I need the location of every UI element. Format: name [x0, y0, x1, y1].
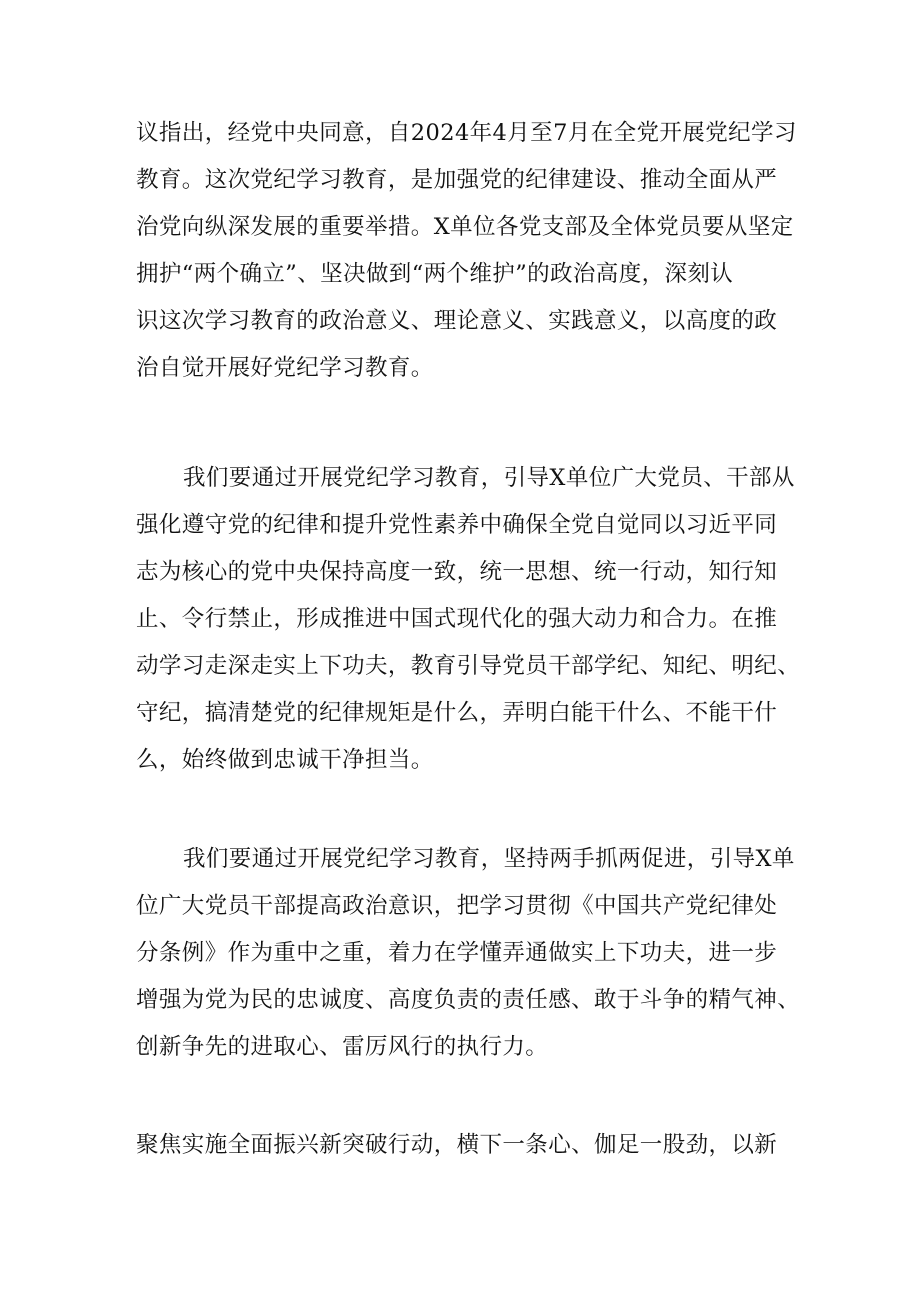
paragraph-line: 我们要通过开展党纪学习教育，坚持两手抓两促进，引导X单: [183, 846, 795, 872]
paragraph-2: [136, 455, 800, 784]
paragraph-line: 创新争先的进取心、雷厉风行的执行力。: [136, 1034, 549, 1060]
paragraph-line: 增强为党为民的忠诚度、高度负责的责任感、敢于斗争的精气神、: [136, 987, 801, 1013]
paragraph-line: 议指出，经党中央同意，自2024年4月至7月在全党开展党纪学习: [136, 120, 797, 146]
paragraph-line: 么，始终做到忠诚干净担当。: [136, 747, 434, 773]
paragraph-line: 强化遵守党的纪律和提升党性素养中确保全党自觉同以习近平同: [136, 512, 778, 538]
paragraph-line: 聚焦实施全面振兴新突破行动，横下一条心、伽足一股劲，以新: [136, 1132, 778, 1158]
paragraph-line: 分条例》作为重中之重，着力在学懂弄通做实上下功夫，进一步: [136, 940, 778, 966]
paragraph-line: 教育。这次党纪学习教育，是加强党的纪律建设、推动全面从严: [136, 167, 778, 193]
paragraph-line: 我们要通过开展党纪学习教育，引导X单位广大党员、干部从: [183, 465, 795, 491]
paragraph-line: 守纪，搞清楚党的纪律规矩是什么，弄明白能干什么、不能干什: [136, 700, 778, 726]
paragraph-4: [136, 1122, 777, 1169]
paragraph-line: 志为核心的党中央保持高度一致，统一思想、统一行动，知行知: [136, 559, 778, 585]
paragraph-line: 止、令行禁止，形成推进中国式现代化的强大动力和合力。在推: [136, 606, 778, 632]
paragraph-line: 拥护“两个确立”、坚决做到“两个维护”的政治高度，深刻认: [136, 261, 734, 287]
paragraph-3: [136, 836, 800, 1071]
paragraph-line: 动学习走深走实上下功夫，教育引导党员干部学纪、知纪、明纪、: [136, 653, 801, 679]
paragraph-1: [136, 110, 797, 392]
paragraph-line: 识这次学习教育的政治意义、理论意义、实践意义，以高度的政: [136, 308, 778, 334]
paragraph-line: 治党向纵深发展的重要举措。X单位各党支部及全体党员要从坚定: [136, 214, 794, 240]
paragraph-line: 位广大党员干部提高政治意识，把学习贯彻《中国共产党纪律处: [136, 893, 778, 919]
paragraph-line: 治自觉开展好党纪学习教育。: [136, 355, 434, 381]
